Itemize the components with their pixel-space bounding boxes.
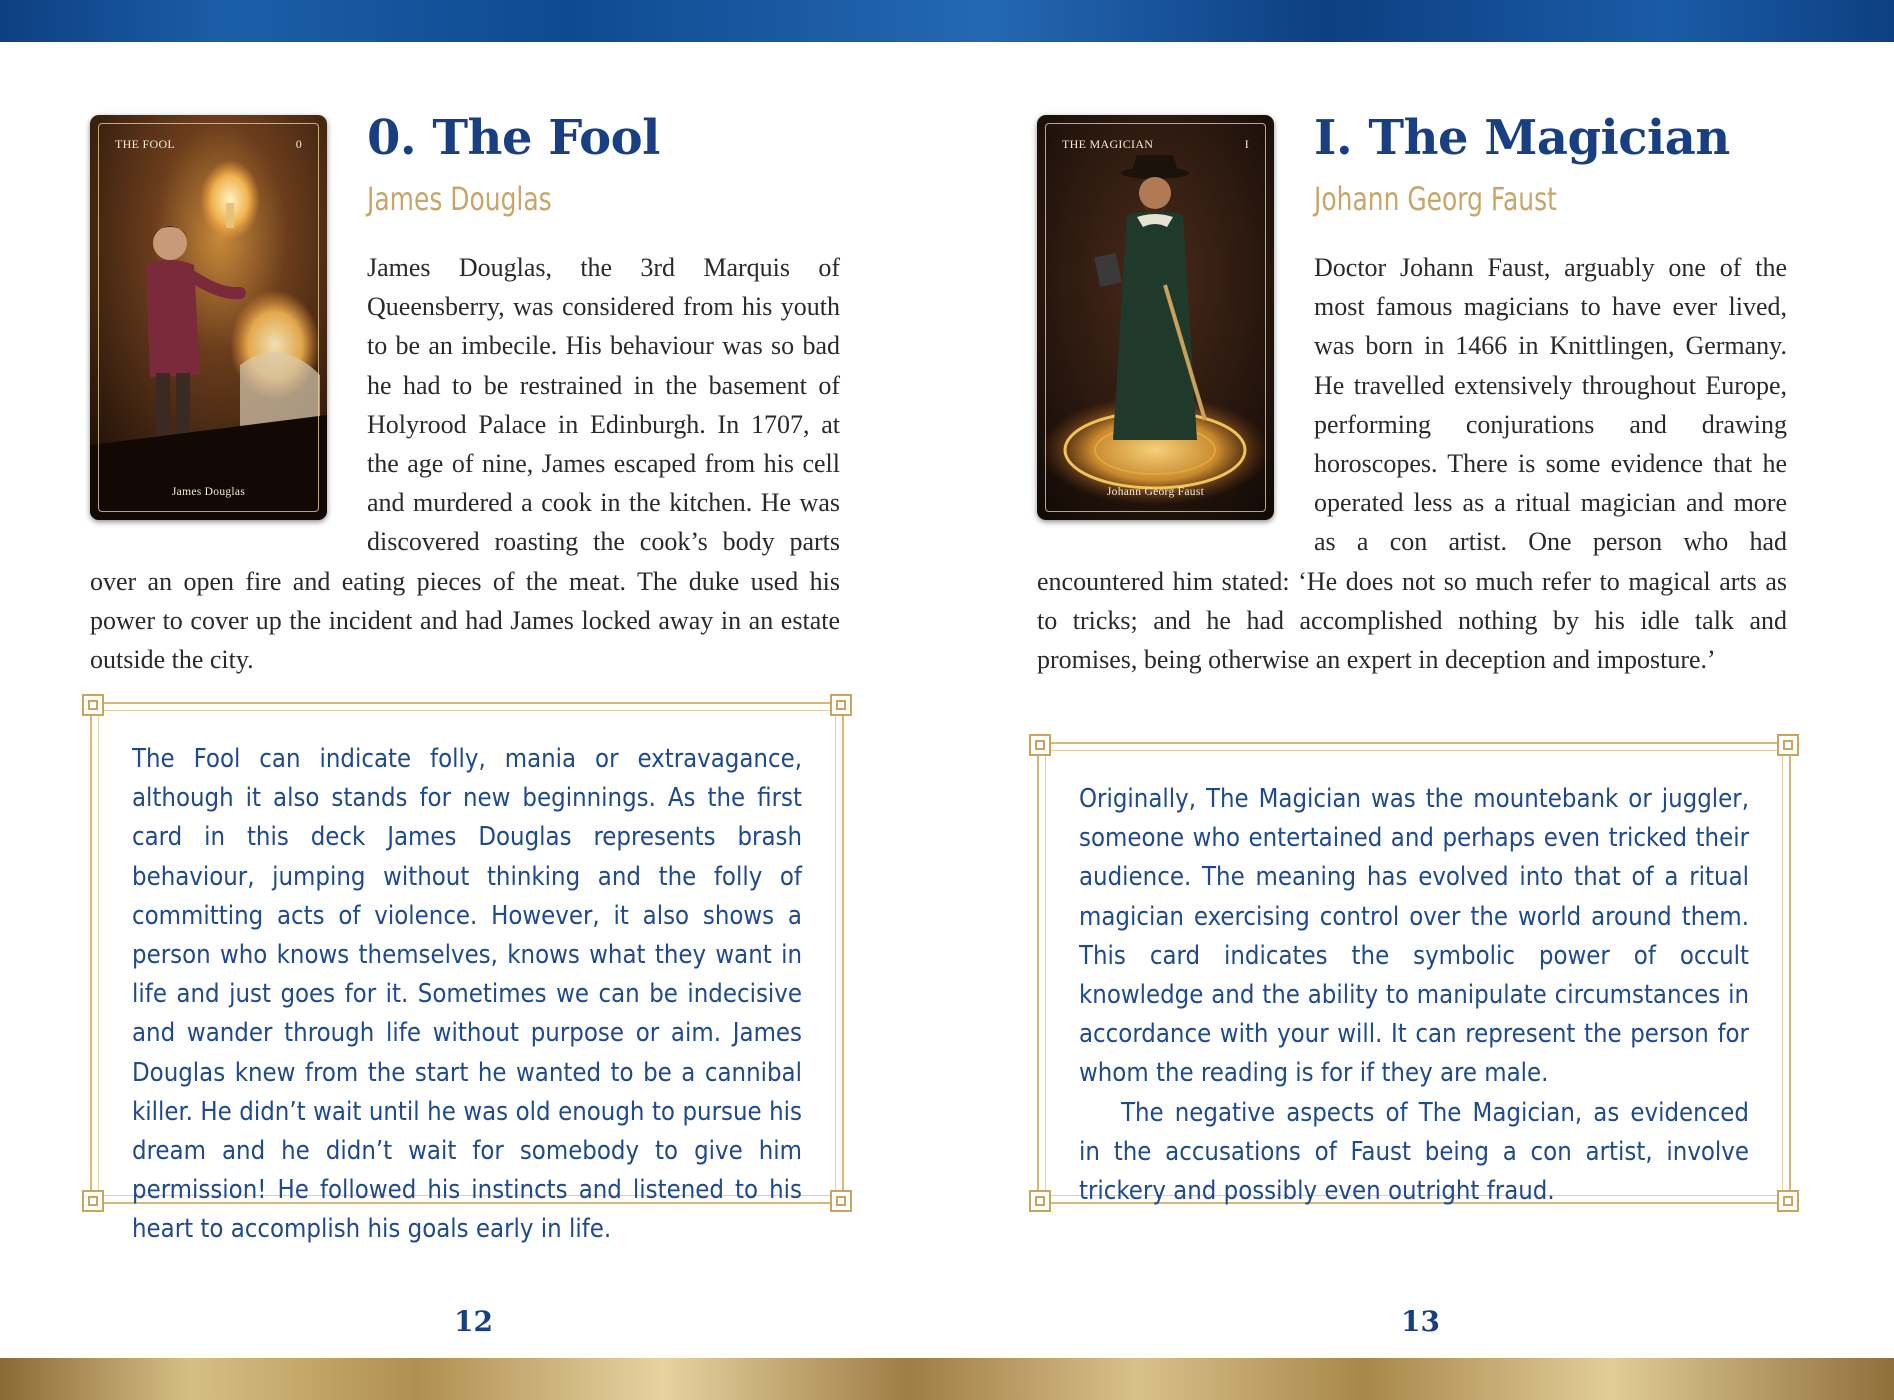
meaning-text <box>132 740 802 1250</box>
box-corner-ornament <box>1777 734 1799 756</box>
card-name: THE MAGICIAN <box>1062 137 1154 151</box>
page-number: 13 <box>1401 1305 1440 1338</box>
box-corner-ornament <box>1029 734 1051 756</box>
card-figure-name: James Douglas <box>171 486 246 498</box>
box-corner-ornament <box>82 694 104 716</box>
page-subtitle: Johann Georg Faust <box>1314 180 1557 218</box>
page-subtitle: James Douglas <box>367 180 552 218</box>
meaning-paragraph: Originally, The Magician was the mountebank or juggler, someone who entertained and perhaps even tricked their audience. The meaning has evolved into that of a ritual magician exercising control over the world around them. This card indicates the symbolic power of occult knowledge and the ability to manipulate circumstances in accordance with your will. It can represent the person for whom the reading is for if they are male. <box>1079 784 1749 1089</box>
bottom-decorative-band <box>0 1358 1894 1400</box>
box-corner-ornament <box>830 1190 852 1212</box>
card-name: THE FOOL <box>115 137 176 151</box>
body-paragraph <box>90 248 840 679</box>
body-text: James Douglas, the 3rd Marquis of Queensberry, was considered from his youth to be an imbecile. His behaviour was so bad he had to be restrained in the basement of Holyrood Palace in Edinburgh. In 1707, at the age of nine, James escaped from his cell and murdered a cook in the kitchen. He was discovered roasting the cook’s body parts over an open fire and eating pieces of the meat. The duke used his power to cover up the incident and had James locked away in an estate outside the city. <box>90 253 840 675</box>
box-corner-ornament <box>830 694 852 716</box>
body-text: Doctor Johann Faust, arguably one of the most famous magicians to have ever lived, was born in 1466 in Knittlingen, Germany. He travelled extensively throughout Europe, performing conjurations and drawing horoscopes. There is some evidence that he operated less as a ritual magician and more as a con artist. One person who had encountered him stated: ‘He does not so much refer to magical arts as to tricks; and he had accomplished nothing by his idle talk and promises, being otherwise an expert in deception and imposture.’ <box>1037 253 1787 675</box>
card-number: I <box>1244 137 1249 151</box>
card-number: 0 <box>295 137 302 151</box>
meaning-paragraph: The Fool can indicate folly, mania or extravagance, although it also stands for new beginnings. As the first card in this deck James Douglas represents brash behaviour, jumping without thinking and the folly of committing acts of violence. However, it also shows a person who knows themselves, knows what they want in life and just goes for it. Sometimes we can be indecisive and wander through life without purpose or aim. James Douglas knew from the start he wanted to be a cannibal killer. He didn’t wait until he was old enough to pursue his dream and he didn’t wait for somebody to give him permission! He followed his instincts and listened to his heart to accomplish his goals early in life. <box>132 744 802 1245</box>
meaning-box <box>90 702 844 1245</box>
page-left <box>0 0 947 1358</box>
meaning-box <box>1037 742 1791 1207</box>
page-title: 0. The Fool <box>367 110 660 166</box>
page-number: 12 <box>454 1305 493 1338</box>
page-title: I. The Magician <box>1314 110 1730 166</box>
box-corner-ornament <box>1029 1190 1051 1212</box>
meaning-text <box>1079 780 1749 1211</box>
body-paragraph <box>1037 248 1787 679</box>
box-corner-ornament <box>82 1190 104 1212</box>
card-figure-name: Johann Georg Faust <box>1106 486 1205 498</box>
meaning-paragraph: The negative aspects of The Magician, as evidenced in the accusations of Faust being a con artist, involve trickery and possibly even outright fraud. <box>1079 1097 1749 1207</box>
page-right <box>947 0 1894 1358</box>
box-corner-ornament <box>1777 1190 1799 1212</box>
